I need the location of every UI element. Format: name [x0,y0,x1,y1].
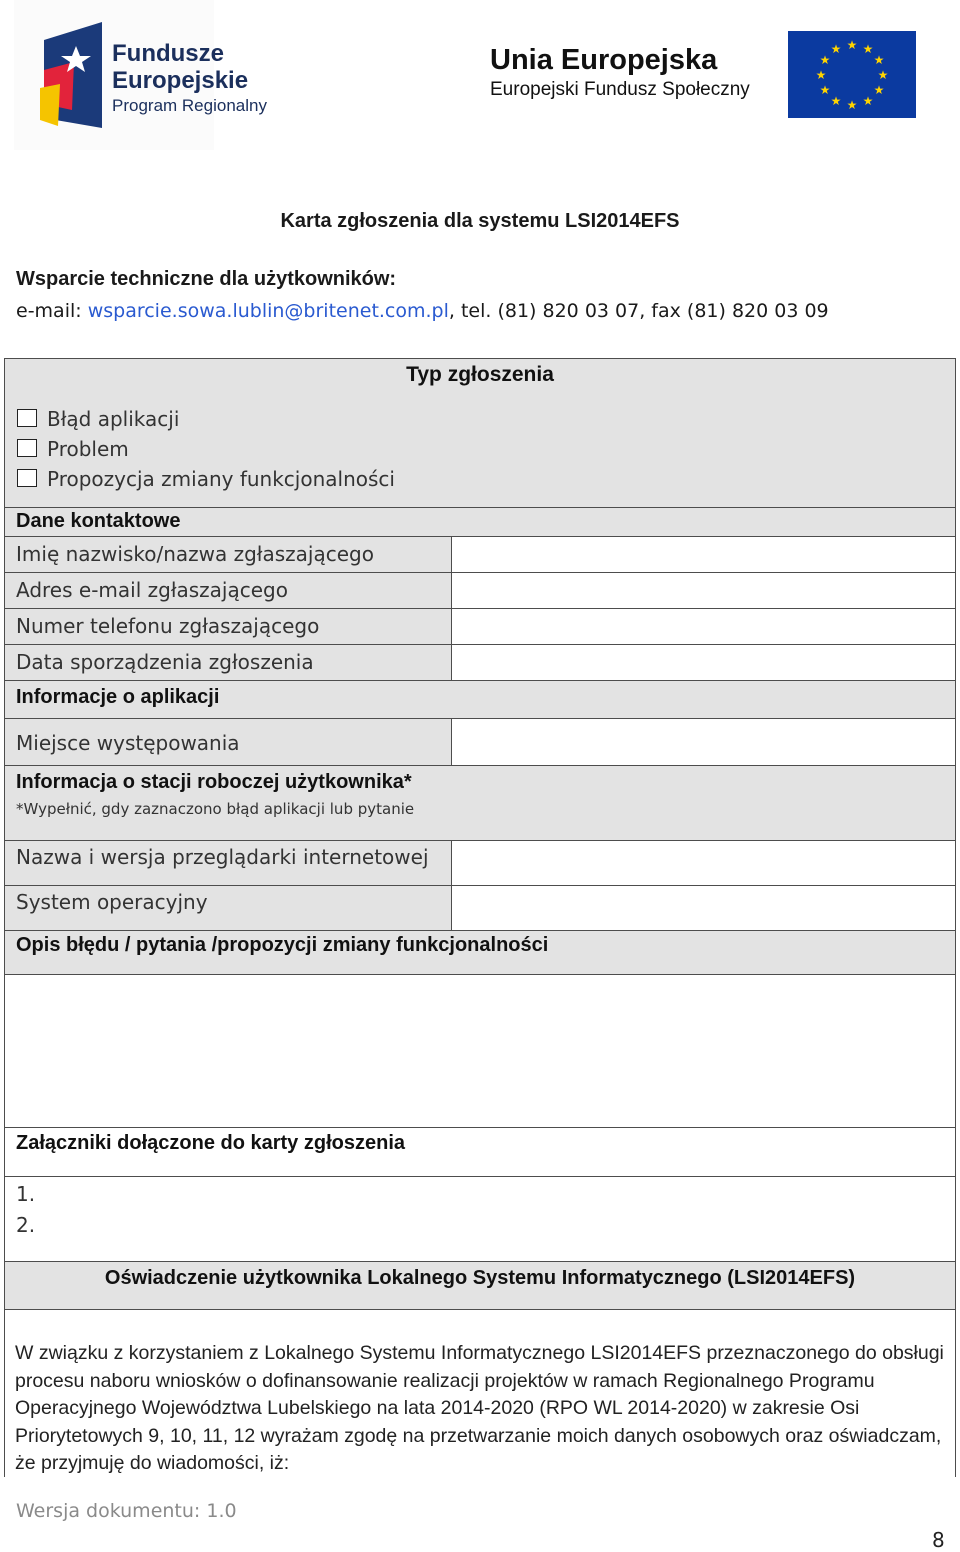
browser-input[interactable] [451,840,956,886]
fe-logo-line3: Program Regionalny [112,96,267,115]
name-input[interactable] [451,536,956,573]
description-heading: Opis błędu / pytania /propozycji zmiany funkcjonalności [16,934,549,956]
email-prefix: e-mail: [16,300,88,322]
eu-logo-title: Unia Europejska [490,44,718,76]
type-section [4,358,956,508]
os-input[interactable] [451,885,956,931]
checkbox-propozycja[interactable] [17,469,37,487]
contact-label-cell [4,572,452,609]
phone-fax: , tel. (81) 820 03 07, fax (81) 820 03 09 [448,300,829,322]
type-option-label: Propozycja zmiany funkcjonalności [47,467,395,491]
checkbox-problem[interactable] [17,439,37,457]
eu-flag-icon [788,31,916,118]
email-input[interactable] [451,572,956,609]
date-input[interactable] [451,644,956,681]
eu-logo-subtitle: Europejski Fundusz Społeczny [490,79,750,100]
svg-text:★: ★ [873,83,885,97]
type-option-label: Problem [47,437,129,461]
location-input[interactable] [451,718,956,766]
document-version: Wersja dokumentu: 1.0 [16,1500,237,1522]
support-email-link[interactable]: wsparcie.sowa.lublin@britenet.com.pl [87,300,449,322]
station-note: *Wypełnić, gdy zaznaczono błąd aplikacji lub pytanie [16,800,415,818]
contact-label-cell [4,536,452,573]
app-heading-row [4,680,956,719]
phone-input[interactable] [451,608,956,645]
svg-text:★: ★ [846,98,858,112]
app-field-label: Miejsce występowania [16,731,240,755]
svg-text:★: ★ [819,83,831,97]
support-contact-line [16,300,829,322]
attachment-item: 1. [16,1182,36,1206]
app-label-cell [4,718,452,766]
svg-text:★: ★ [877,68,889,82]
support-heading: Wsparcie techniczne dla użytkowników: [16,268,397,290]
attachments-heading: Załączniki dołączone do karty zgłoszenia [16,1132,405,1154]
declaration-text: W związku z korzystaniem z Lokalnego Systemu Informatycznego LSI2014EFS przeznaczonego do obsługi procesu naboru wniosków o dofinansowanie realizacji projektów w ramach Regionalnego Programu Operacyjnego Województwa Lubelskiego na lata 2014-2020 (RPO WL 2014-2020) w zakresie Osi Priorytetowych 9, 10, 11, 12 wyrażam zgodę na przetwarzanie moich danych osobowych oraz oświadczam, że przyjmuję do wiadomości, iż: [15,1342,944,1475]
svg-text:★: ★ [815,68,827,82]
station-heading-row [4,765,956,841]
type-heading: Typ zgłoszenia [406,363,554,386]
description-heading-row [4,930,956,975]
station-heading: Informacja o stacji roboczej użytkownika* [16,771,412,793]
attachments-list[interactable] [4,1176,956,1262]
svg-text:★: ★ [846,38,858,52]
contact-label-cell [4,608,452,645]
declaration-heading: Oświadczenie użytkownika Lokalnego Systemu Informatycznego (LSI2014EFS) [104,1267,856,1289]
station-label-cell [4,885,452,931]
fe-logo-line2: Europejskie [112,67,249,94]
contact-field-label: Numer telefonu zgłaszającego [16,614,320,638]
description-textarea[interactable] [4,974,956,1128]
fe-logo-text [112,40,267,118]
attachments-heading-row [4,1127,956,1177]
svg-text:★: ★ [830,94,842,108]
checkbox-blad-aplikacji[interactable] [17,409,37,427]
type-option-label: Błąd aplikacji [47,407,180,431]
station-field-label: Nazwa i wersja przeglądarki internetowej [16,845,429,869]
contact-heading-row [4,507,956,537]
eu-logo-text [490,42,750,102]
contact-label-cell [4,644,452,681]
svg-text:★: ★ [830,42,842,56]
station-field-label: System operacyjny [16,890,208,914]
svg-text:★: ★ [819,53,831,67]
contact-field-label: Data sporządzenia zgłoszenia [16,650,314,674]
page-number: 8 [932,1528,945,1552]
svg-text:★: ★ [862,42,874,56]
attachment-item: 2. [16,1213,36,1237]
fe-logo-line1: Fundusze [112,40,224,67]
declaration-heading-row [4,1261,956,1310]
document-title: Karta zgłoszenia dla systemu LSI2014EFS [280,210,680,232]
contact-field-label: Adres e-mail zgłaszającego [16,578,288,602]
station-label-cell [4,840,452,886]
contact-field-label: Imię nazwisko/nazwa zgłaszającego [16,542,374,566]
svg-text:★: ★ [873,53,885,67]
svg-text:★: ★ [862,94,874,108]
app-heading: Informacje o aplikacji [16,686,220,708]
contact-heading: Dane kontaktowe [16,510,181,532]
